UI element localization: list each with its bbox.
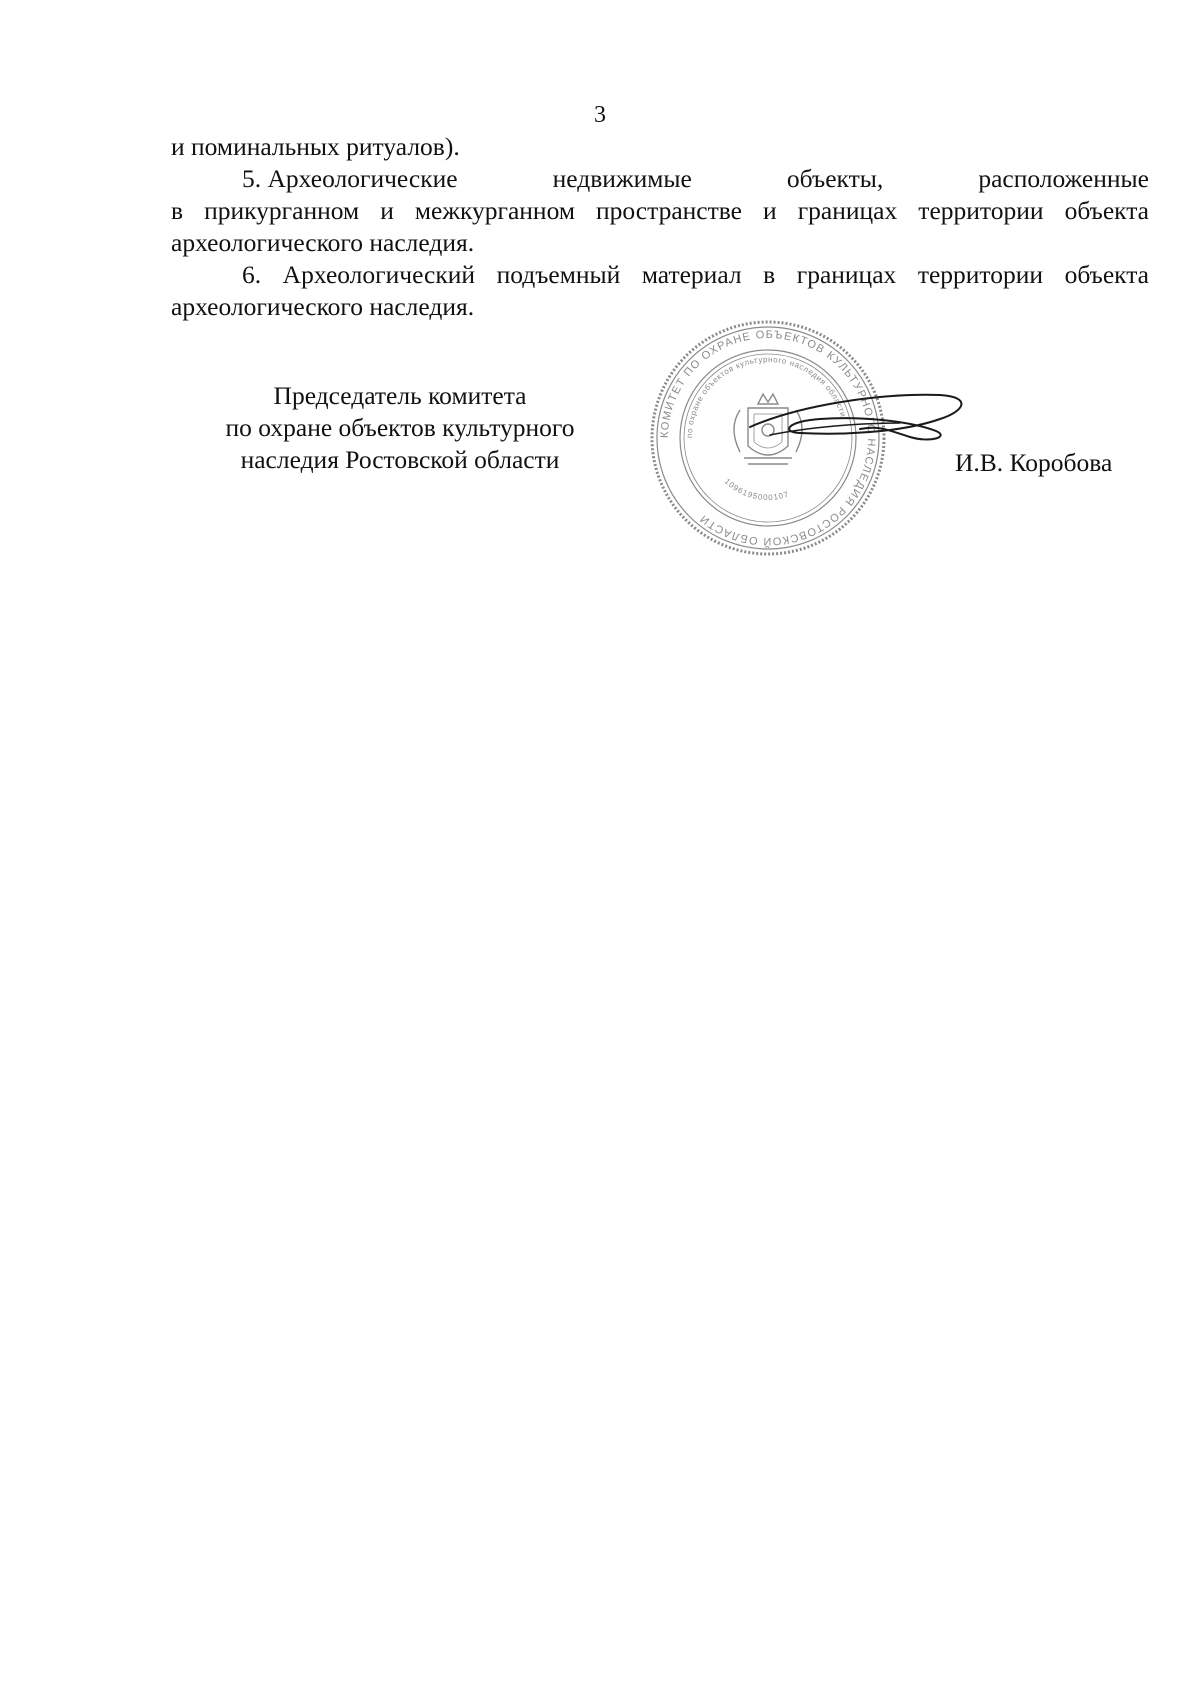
item5-word: расположенные: [978, 164, 1149, 193]
signatory-title-line: наследия Ростовской области: [240, 445, 560, 474]
item5-word: 5. Археологические: [242, 164, 458, 193]
signatory-title-line: Председатель комитета: [273, 381, 527, 410]
signer-name: И.В. Коробова: [955, 448, 1113, 477]
continuation-line: и поминальных ритуалов).: [171, 132, 460, 161]
item5-word: недвижимые: [552, 164, 692, 193]
page-number: 3: [594, 102, 606, 128]
handwritten-signature: [740, 385, 970, 465]
list-item-5-rest: в прикурганном и межкурганном пространстве и границах территории объекта археологического наследия.: [171, 196, 1149, 257]
list-item-5-first-line: [171, 163, 1149, 195]
seal-outer-text: КОМИТЕТ ПО ОХРАНЕ ОБЪЕКТОВ КУЛЬТУРНОГО НАСЛЕДИЯ РОСТОВСКОЙ ОБЛАСТИ: [658, 328, 878, 548]
seal-number-text: 1096195000107: [722, 476, 791, 503]
signatory-title: [185, 380, 615, 476]
item5-word: объекты,: [786, 164, 884, 193]
seal-inner-text: по охране объектов культурного наследия области: [684, 354, 848, 439]
list-item-6: 6. Археологический подъемный материал в границах территории объекта археологического наследия.: [171, 260, 1149, 321]
signatory-title-line: по охране объектов культурного: [225, 413, 575, 442]
document-body: [171, 131, 1149, 323]
